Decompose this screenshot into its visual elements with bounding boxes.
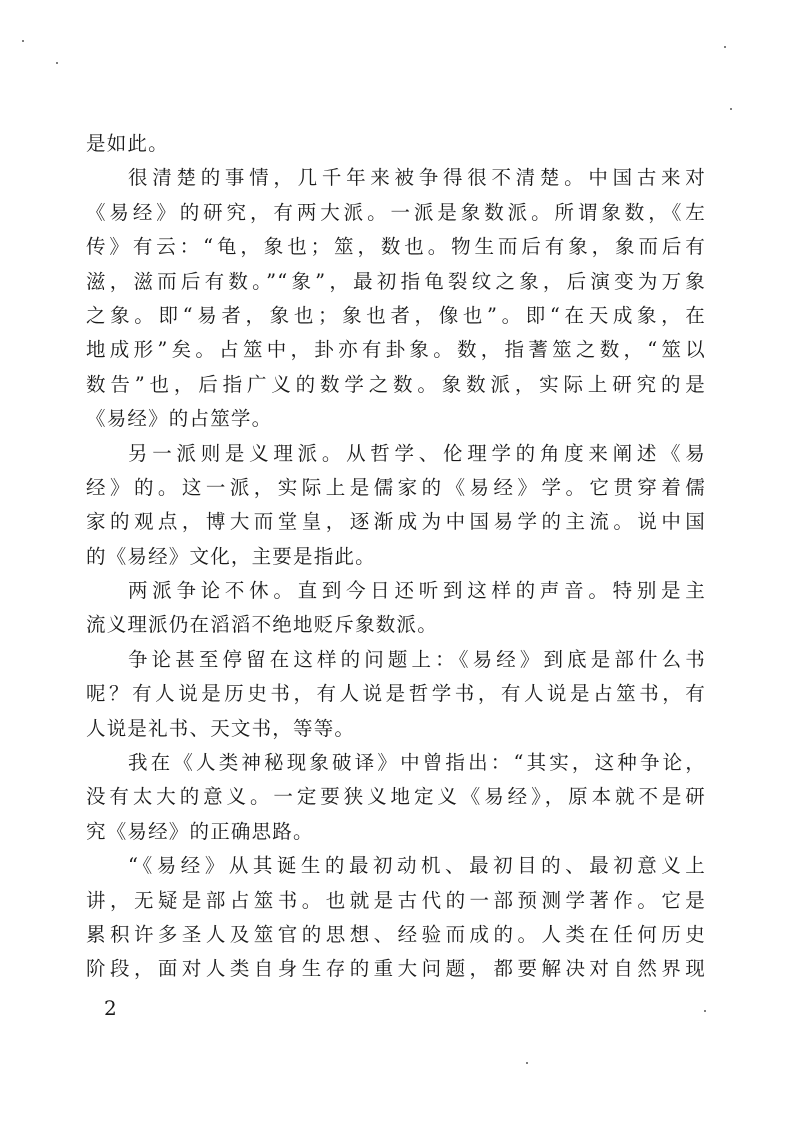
text-line: 没有太大的意义。一定要狭义地定义《易经》，原本就不是研 (86, 785, 706, 809)
text-line: 是如此。 (86, 132, 169, 155)
scan-speck (56, 62, 58, 64)
text-line: 《易经》的占筮学。 (86, 407, 273, 431)
text-line: 流义理派仍在滔滔不绝地贬斥象数派。 (86, 613, 438, 637)
text-line: 经》的。这一派，实际上是儒家的《易经》学。它贯穿着儒 (86, 475, 706, 499)
text-line: 《易经》的研究，有两大派。一派是象数派。所谓象数，《左 (86, 200, 706, 224)
paragraph-first-line: 另一派则是义理派。从哲学、伦理学的角度来阐述《易 (128, 441, 706, 465)
text-line: 之象。即“易者，象也；象也者，像也”。即“在天成象，在 (86, 303, 706, 327)
page-number: 2 (104, 996, 117, 1020)
text-line: 滋，滋而后有数。”“象”，最初指龟裂纹之象，后演变为万象 (86, 269, 706, 293)
text-line: 讲，无疑是部占筮书。也就是古代的一部预测学著作。它是 (86, 888, 706, 912)
text-line: 人说是礼书、天文书，等等。 (86, 716, 356, 740)
scan-speck (22, 40, 24, 42)
text-line: 家的观点，博大而堂皇，逐渐成为中国易学的主流。说中国 (86, 510, 706, 534)
paragraph-first-line: “《易经》从其诞生的最初动机、最初目的、最初意义上 (128, 854, 706, 878)
paragraph-first-line: 争论甚至停留在这样的问题上：《易经》到底是部什么书 (128, 647, 706, 671)
scan-speck (704, 1010, 706, 1012)
paragraph-first-line: 很清楚的事情，几千年来被争得很不清楚。中国古来对 (128, 166, 706, 190)
text-line: 究《易经》的正确思路。 (86, 819, 314, 843)
text-line: 呢？有人说是历史书，有人说是哲学书，有人说是占筮书，有 (86, 682, 706, 706)
body-text (86, 127, 706, 987)
text-line: 阶段，面对人类自身生存的重大问题，都要解决对自然界现 (86, 957, 706, 981)
paragraph-first-line: 两派争论不休。直到今日还听到这样的声音。特别是主 (128, 579, 706, 603)
scan-speck (526, 1062, 528, 1064)
paragraph-first-line: 我在《人类神秘现象破译》中曾指出：“其实，这种争论， (128, 751, 706, 775)
text-line: 的《易经》文化，主要是指此。 (86, 544, 376, 568)
text-line: 数告”也，后指广义的数学之数。象数派，实际上研究的是 (86, 372, 706, 396)
text-line: 传》有云：“龟，象也；筮，数也。物生而后有象，象而后有 (86, 235, 706, 259)
scan-speck (730, 108, 732, 110)
text-line: 地成形”矣。占筮中，卦亦有卦象。数，指蓍筮之数，“筮以 (86, 338, 706, 362)
text-line: 累积许多圣人及筮官的思想、经验而成的。人类在任何历史 (86, 922, 706, 946)
scan-speck (724, 46, 726, 48)
